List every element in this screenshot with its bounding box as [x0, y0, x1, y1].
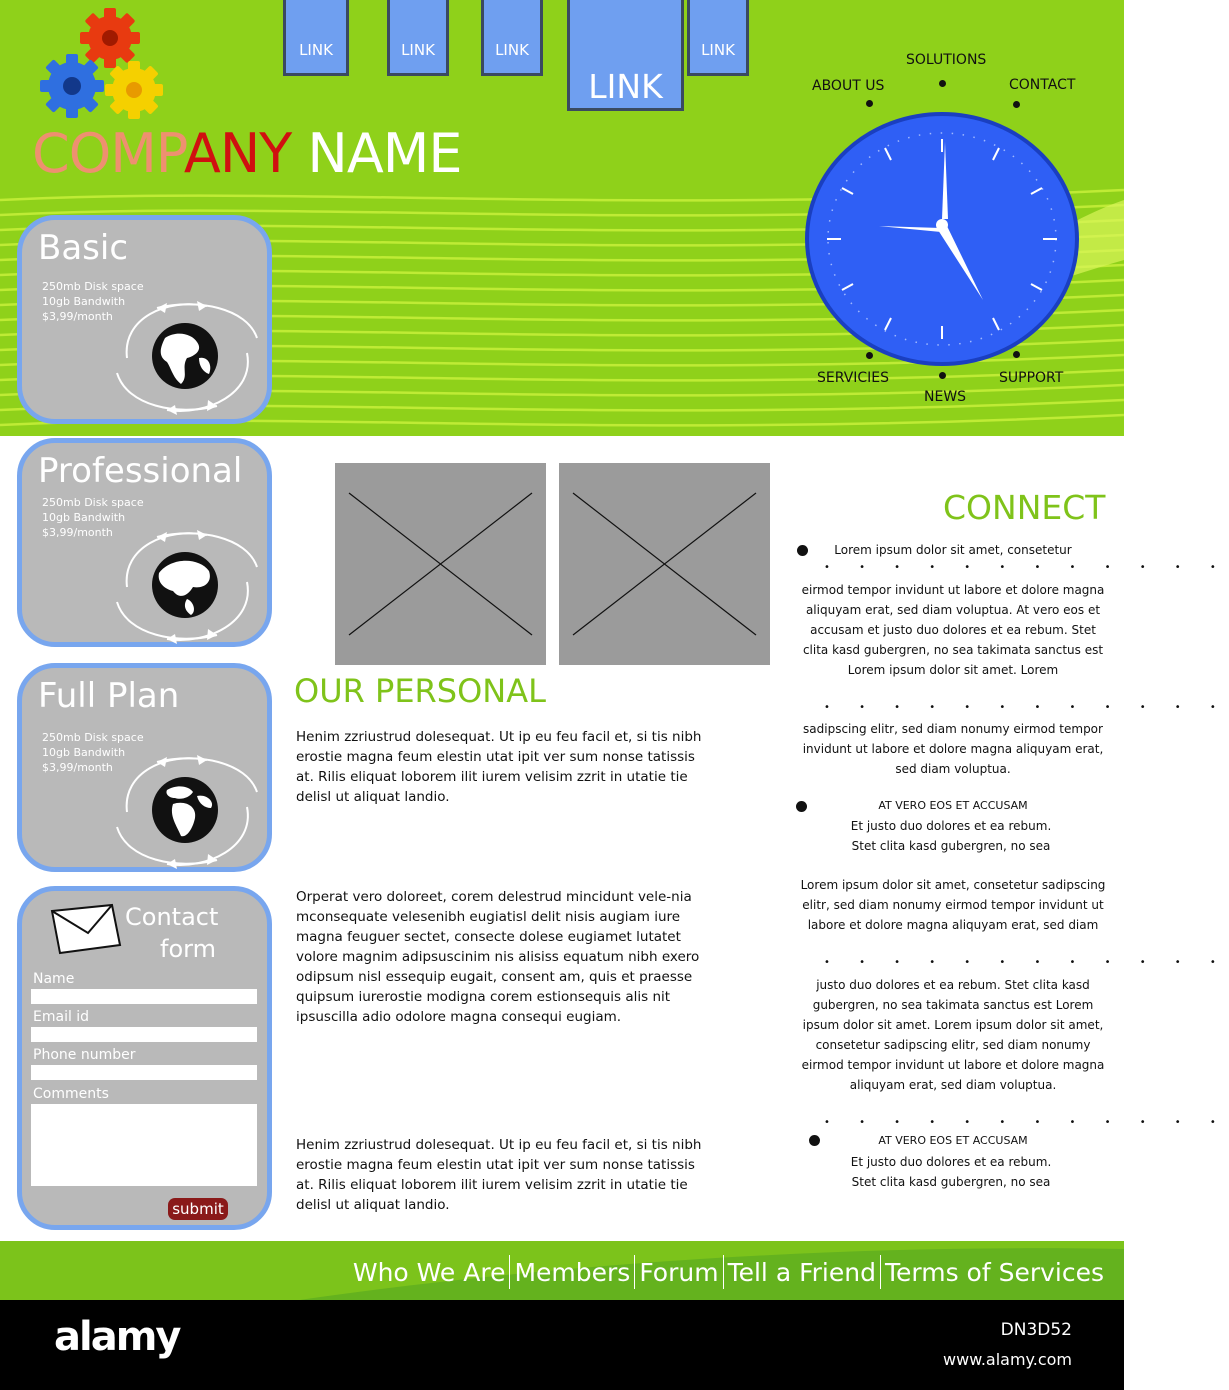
image-placeholder-2 [559, 463, 770, 665]
name-label: Name [33, 971, 75, 987]
nav-link-5[interactable]: LINK [687, 0, 749, 76]
clock-link-solutions[interactable]: SOLUTIONS [906, 52, 987, 68]
globe-icon [107, 752, 267, 870]
connect-heading: CONNECT [943, 488, 1106, 527]
phone-input[interactable] [31, 1065, 257, 1080]
globe-icon [107, 527, 267, 645]
clock-menu-dot [1013, 101, 1020, 108]
plan-feature: 250mb Disk space [42, 496, 144, 509]
watermark-image-code: DN3D52 [1000, 1320, 1072, 1340]
watermark-logo: alamy [54, 1314, 180, 1360]
clock-menu-dot [939, 372, 946, 379]
plan-feature: $3,99/month [42, 526, 113, 539]
contact-form-title: Contact [125, 903, 219, 931]
connect-text-block1: eirmod tempor invidunt ut labore et dolore magna aliquyam erat, sed diam voluptua. At vero eos et accusam et justo duo dolores et ea rebum. Stet clita kasd gubergren, no sea takimata sanctus est Lorem ipsum dolor sit amet. Lorem [801, 583, 1105, 677]
submit-button[interactable]: submit [168, 1198, 228, 1220]
dotted-separator: • • • • • • • • • • • • [824, 562, 1229, 573]
plan-feature: $3,99/month [42, 310, 113, 323]
body-paragraph-3: Henim zzriustrud dolesequat. Ut ip eu feu facil et, si tis nibh erostie magna feum elestin utat ipit ver sum nonse tatissis at. Rilis eliquat loborem ilit iurem velisim zzrit in utatie tie delisl ut aliquat landio. [296, 1137, 702, 1213]
footer-bar [0, 1241, 1124, 1300]
plan-card-professional[interactable] [17, 438, 272, 647]
dotted-separator: • • • • • • • • • • • • [824, 1117, 1229, 1128]
clock-link-servicies[interactable]: SERVICIES [817, 370, 890, 386]
company-title-part-any: ANY [183, 122, 292, 185]
plan-feature: 250mb Disk space [42, 731, 144, 744]
plan-card-full-plan[interactable] [17, 663, 272, 872]
comments-textarea[interactable] [31, 1104, 257, 1186]
clock-menu-dot [866, 100, 873, 107]
clock-link-about-us[interactable]: ABOUT US [812, 78, 885, 94]
envelope-icon [48, 903, 124, 955]
connect-subtext-1: Et justo duo dolores et ea rebum. Stet clita kasd gubergren, no sea [850, 819, 1052, 853]
nav-link-4[interactable]: LINK [567, 0, 684, 111]
connect-subheading-2: AT VERO EOS ET ACCUSAM [878, 1134, 1028, 1147]
plan-title: Full Plan [38, 676, 180, 716]
connect-text-block1-end: sadipscing elitr, sed diam nonumy eirmod tempor invidunt ut labore et dolore magna aliquyam erat, sed diam voluptua. [802, 722, 1104, 776]
clock-menu-dot [939, 80, 946, 87]
connect-text-line1: Lorem ipsum dolor sit amet, consetetur [834, 543, 1072, 557]
company-title-part-comp: COMP [32, 122, 184, 185]
body-paragraph-2: Orperat vero doloreet, corem delestrud mincidunt vele-nia mconsequate velesenibh eugiatisl delit nisis augiam iure magna feuguer sectet, consecte dolese eugiamet lutatet volore magnim adipsuscinim nis alisiss equatum nibh exero odipsum nisl essequip eugait, consent am, quis et praesse quipsum iurerostie modigna corem estionsequis alis nit ipsuscilla adio odolore magna consequi eugiam. [296, 889, 700, 1025]
plan-feature: $3,99/month [42, 761, 113, 774]
clock-menu-dot [1013, 351, 1020, 358]
dotted-separator: • • • • • • • • • • • • [824, 702, 1229, 713]
plan-title: Basic [38, 228, 129, 268]
connect-text-block2-rest: justo duo dolores et ea rebum. Stet clita kasd gubergren, no sea takimata sanctus est Lorem ipsum dolor sit amet. Lorem ipsum dolor sit amet, consetetur sadipscing elitr, sed diam nonumy eirmod tempor invidunt ut labore et dolore magna aliquyam erat, sed diam voluptua. [801, 978, 1105, 1092]
footer-link-members[interactable]: Members [514, 1257, 631, 1287]
connect-subtext-2: Et justo duo dolores et ea rebum. Stet clita kasd gubergren, no sea [850, 1155, 1052, 1189]
clock-link-contact[interactable]: CONTACT [1009, 77, 1076, 93]
company-title [32, 122, 461, 185]
globe-icon [107, 298, 267, 416]
footer-link-tell-a-friend[interactable]: Tell a Friend [727, 1257, 876, 1287]
email-label: Email id [33, 1009, 90, 1025]
company-title-name: NAME [307, 122, 462, 185]
body-paragraph-1: Henim zzriustrud dolesequat. Ut ip eu feu facil et, si tis nibh erostie magna feum elestin utat ipit ver sum nonse tatissis at. Rilis eliquat loborem ilit iurem velisim zzrit in utatie tie delisl ut aliquat landio. [296, 729, 702, 805]
nav-link-3[interactable]: LINK [481, 0, 543, 76]
contact-form-title-2: form [160, 935, 216, 963]
plan-feature: 10gb Bandwith [42, 746, 126, 759]
contact-form [17, 886, 272, 1230]
section-heading-our-personal: OUR PERSONAL [294, 672, 546, 710]
plan-feature: 10gb Bandwith [42, 511, 126, 524]
name-input[interactable] [31, 989, 257, 1004]
plan-feature: 250mb Disk space [42, 280, 144, 293]
comments-label: Comments [33, 1086, 109, 1102]
gears-logo-icon [38, 8, 168, 123]
dotted-separator: • • • • • • • • • • • • [824, 957, 1229, 968]
connect-text-block2: Lorem ipsum dolor sit amet, consetetur sadipscing elitr, sed diam nonumy eirmod tempor invidunt ut labore et dolore magna aliquyam erat, sed diam [800, 878, 1106, 932]
plan-feature: 10gb Bandwith [42, 295, 126, 308]
nav-link-1[interactable]: LINK [283, 0, 349, 76]
footer-link-terms-of-services[interactable]: Terms of Services [884, 1257, 1104, 1287]
footer-link-forum[interactable]: Forum [639, 1257, 719, 1287]
plan-card-basic[interactable] [17, 215, 272, 424]
watermark-url: www.alamy.com [943, 1350, 1072, 1369]
clock-icon [805, 112, 1081, 366]
footer-nav [349, 1255, 1108, 1289]
email-input[interactable] [31, 1027, 257, 1042]
clock-menu-dot [866, 352, 873, 359]
nav-link-2[interactable]: LINK [387, 0, 449, 76]
clock-link-news[interactable]: NEWS [924, 389, 967, 405]
image-placeholder-1 [335, 463, 546, 665]
watermark-bar [0, 1300, 1124, 1390]
clock-link-support[interactable]: SUPPORT [999, 370, 1064, 386]
plan-title: Professional [38, 451, 243, 491]
phone-label: Phone number [33, 1047, 136, 1063]
footer-link-who-we-are[interactable]: Who We Are [352, 1257, 506, 1287]
connect-subheading-1: AT VERO EOS ET ACCUSAM [878, 799, 1028, 812]
